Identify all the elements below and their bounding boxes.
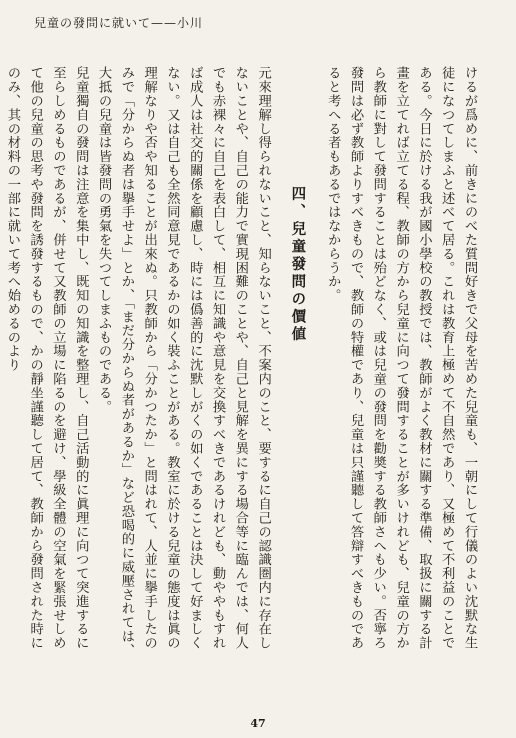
paragraph: 兒童獨自の發問は注意を集中し、既知の知識を整理し、自己活動的に眞理に向つて突進するに至らしめるものであるが、併せて又教師の立場に陷るのを避け、學級全體の空氣を緊張せしめて他の兒童の思考や發問を誘發するもので、かの靜坐謹聽して居て、教師から發問された時にのみ、其の材料の一部に就いて考へ始めるのより — [4, 66, 89, 650]
page-number: 47 — [250, 717, 266, 730]
running-head: 兒童の發問に就いて——小川 — [34, 16, 204, 30]
body-text — [4, 66, 480, 658]
paragraph: 元來理解し得られないこと、知らないこと、不案内のこと、要するに自己の認識圏内に存在しないことや、自己の能力で實現困難のことや、自己と見解を異にする場合等に臨んでは、何人でも赤裸々に自己を表白して、相互に知識や意見を交換すべきであるけれども、動ややもすれば成人は社交的關係を顧慮し、時には僞善的に沈默しがくの如くであることは決して好ましくない。又は自己も全然同意見であるかの如く裝ふことがある。教室に於ける兒童の態度は眞の理解なりや否や知ることが出來ぬ。只教師から「分かつたか」と問はれて、人並に擧手したのみで「分からぬ者は擧手せよ」とか、「まだ分からぬ者があるか」など恐喝的に威壓されては、大抵の兒童は皆發問の勇氣を失つてしまふものである。 — [96, 66, 271, 658]
section-heading: 四、兒童發問の價値 — [289, 186, 307, 344]
paragraph: けるが爲めに、前きにのべた質問好きで父母を苦めた兒童も、一朝にして行儀のよい沈默な生徒になつてしまふと述べて居る。これは教育上極めて不自然であり、又極めて不利益のことである。今日に於ける我が國小學校の教授では、教師がよく教材に關する準備、取扱に關する計畫を立てれば立てる程、教師の方から兒童に向つて發問することが多いけれども、兒童の方から教師に對して發問することは殆どなく、或は兒童の發問を勸奬する教師さへも少い。否寧ろ發問は必ず教師よりすべきもので、教師の特權であり、兒童は只謹聽して答辯すべきものであると考へる者もあるではなからうか。 — [325, 66, 477, 650]
